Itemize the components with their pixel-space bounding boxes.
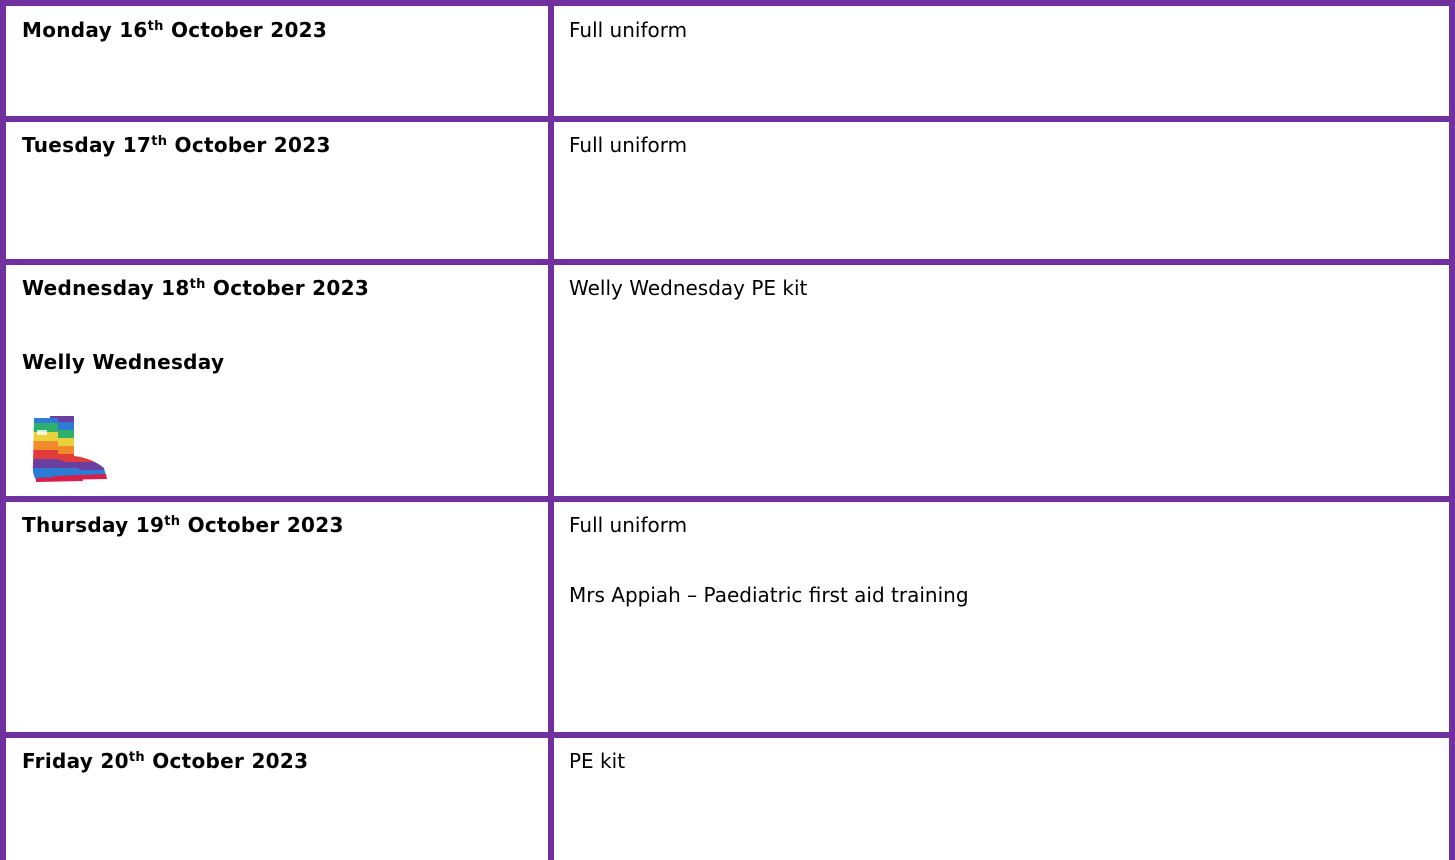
table-border-right bbox=[1449, 0, 1455, 860]
table-border-left bbox=[0, 0, 6, 860]
rainbow-wellington-boots-icon bbox=[28, 414, 124, 484]
notes-cell bbox=[569, 502, 1429, 732]
table-row bbox=[22, 265, 542, 496]
notes-cell bbox=[569, 122, 1429, 259]
day-number: 18 bbox=[161, 276, 190, 300]
month-year: October 2023 bbox=[174, 133, 331, 157]
day-number: 16 bbox=[119, 18, 148, 42]
table-row bbox=[22, 0, 542, 116]
date-label bbox=[22, 17, 327, 43]
date-label bbox=[22, 748, 308, 774]
notes-cell bbox=[569, 265, 1429, 496]
weekday: Tuesday bbox=[22, 133, 116, 157]
day-suffix: th bbox=[128, 750, 145, 765]
note-text: Full uniform bbox=[569, 18, 688, 42]
month-year: October 2023 bbox=[212, 276, 370, 300]
note-text: Full uniform bbox=[569, 513, 688, 537]
day-suffix: th bbox=[151, 134, 168, 149]
date-label bbox=[22, 132, 331, 158]
day-suffix: th bbox=[189, 277, 206, 292]
day-number: 19 bbox=[135, 513, 165, 537]
day-suffix: th bbox=[164, 514, 181, 529]
weekday: Monday bbox=[22, 18, 112, 42]
weekday: Friday bbox=[22, 749, 94, 773]
month-year: October 2023 bbox=[170, 18, 328, 42]
note-text: Welly Wednesday PE kit bbox=[569, 276, 808, 300]
notes-cell bbox=[569, 0, 1429, 116]
weekday: Wednesday bbox=[22, 276, 154, 300]
table-row bbox=[22, 502, 542, 732]
note-text: PE kit bbox=[569, 749, 626, 773]
date-label bbox=[22, 275, 369, 301]
note-text: Full uniform bbox=[569, 133, 688, 157]
table-column-divider bbox=[548, 0, 554, 860]
month-year: October 2023 bbox=[152, 749, 309, 773]
table-row bbox=[22, 738, 542, 860]
day-suffix: th bbox=[147, 19, 164, 34]
event-title: Welly Wednesday bbox=[22, 350, 225, 374]
notes-cell bbox=[569, 738, 1429, 860]
date-label bbox=[22, 512, 344, 538]
weekday: Thursday bbox=[22, 513, 129, 537]
table-row bbox=[22, 122, 542, 259]
note-text: Mrs Appiah – Paediatric first aid training bbox=[569, 583, 969, 607]
day-number: 20 bbox=[100, 749, 129, 773]
day-number: 17 bbox=[122, 133, 152, 157]
month-year: October 2023 bbox=[187, 513, 344, 537]
